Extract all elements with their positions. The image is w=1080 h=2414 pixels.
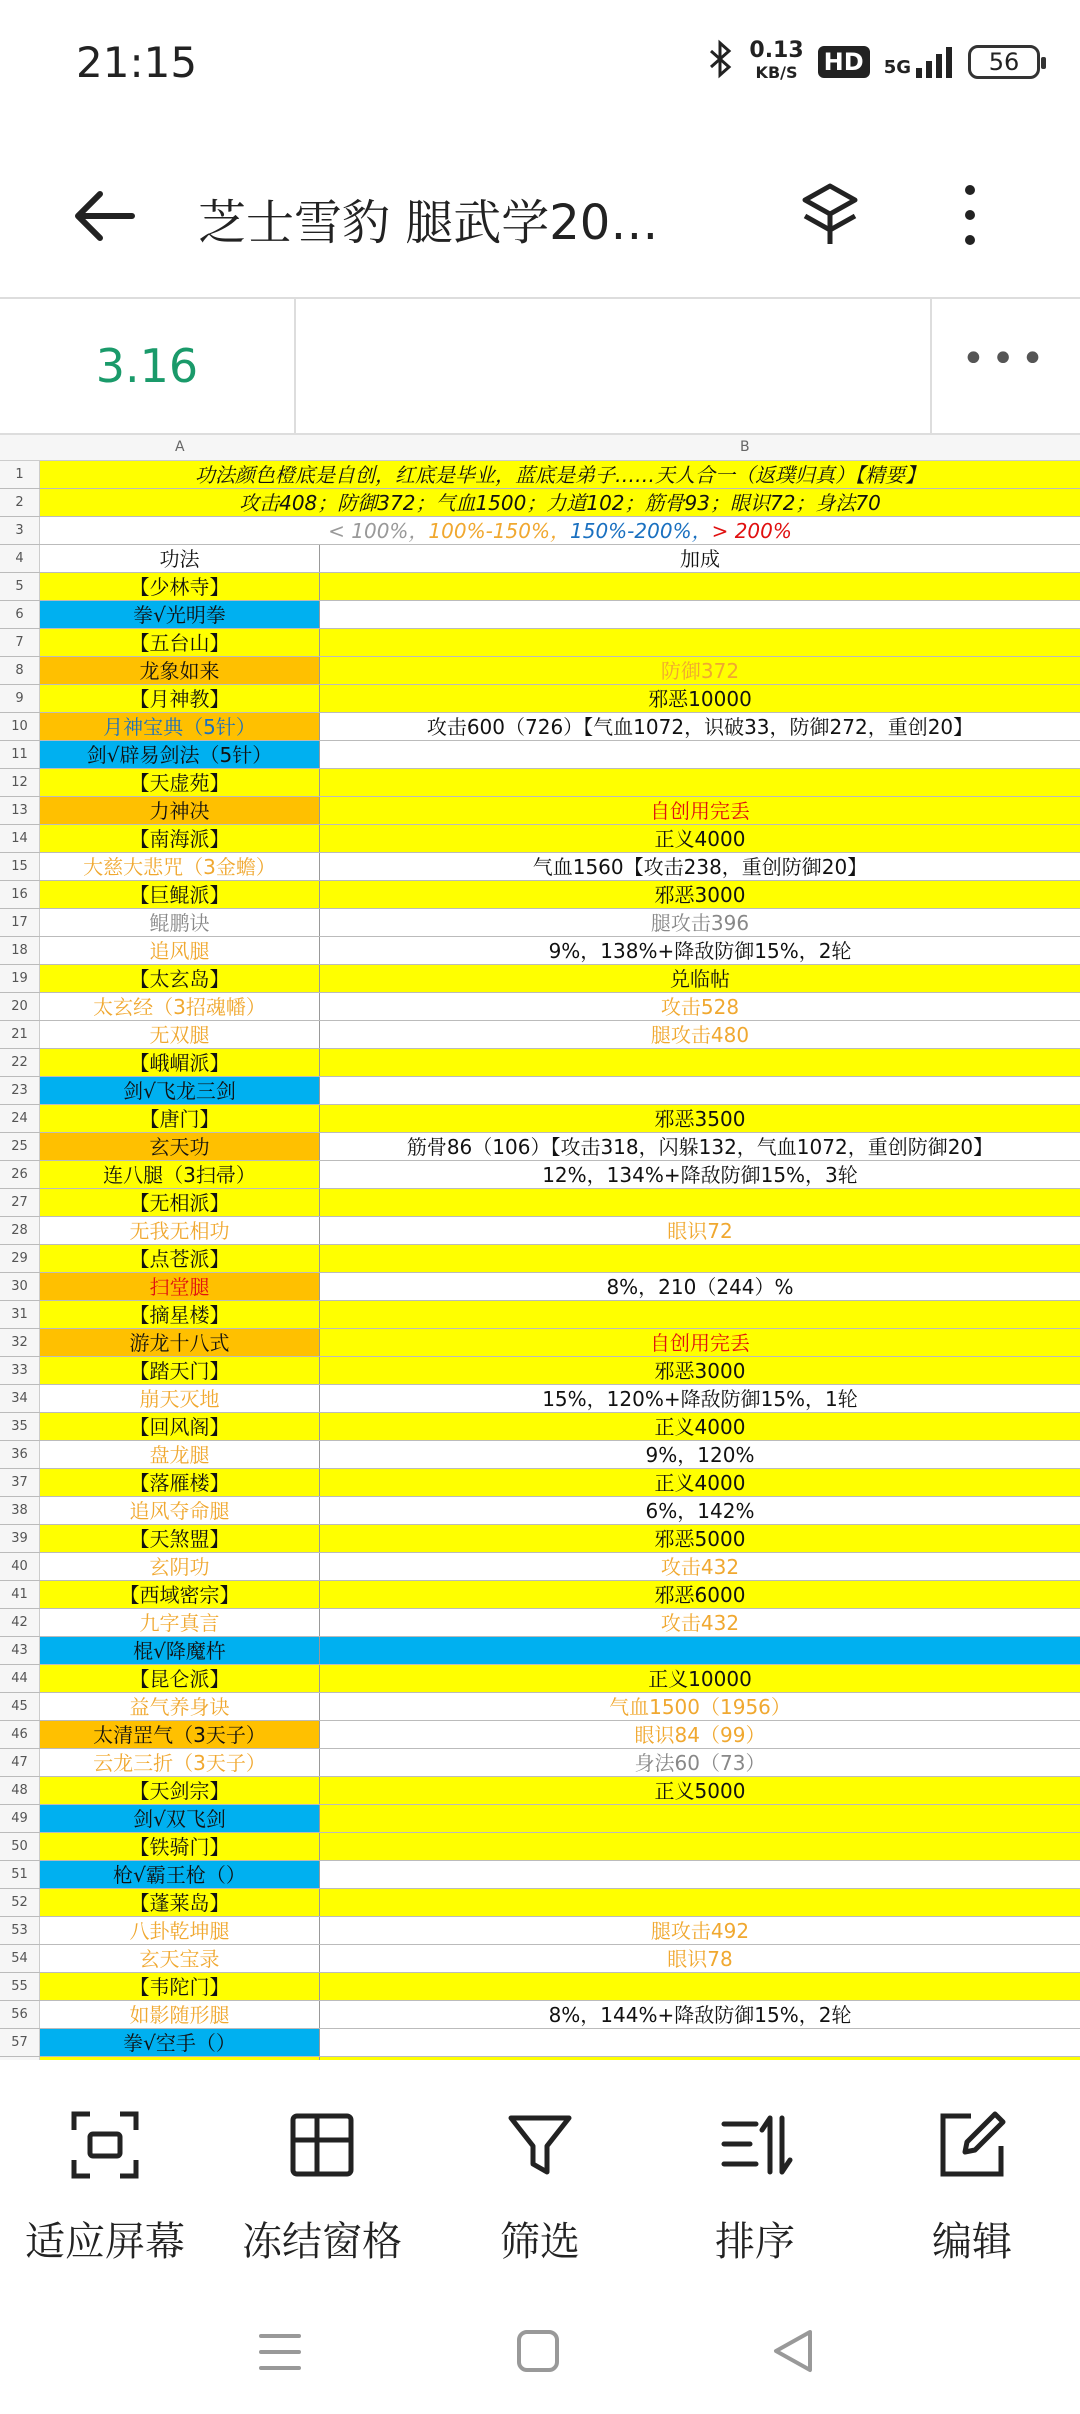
cell-value[interactable]: 3.16 [0,299,296,433]
row-number[interactable]: 20 [0,993,40,1020]
cell-bonus[interactable]: 8%，210（244）% [320,1273,1080,1300]
table-row[interactable] [0,1609,1080,1637]
table-row[interactable] [0,825,1080,853]
row-number[interactable]: 2 [0,489,40,516]
sort-button[interactable] [655,2100,855,2267]
legend-range-text: 150%-200%， [570,519,712,543]
cell-bonus[interactable]: 邪恶6000 [320,1581,1080,1608]
table-row[interactable] [0,1021,1080,1049]
cell-skill[interactable]: 【巨鲲派】 [40,881,320,908]
row-number[interactable]: 4 [0,545,40,572]
table-row[interactable] [0,1441,1080,1469]
cell-skill[interactable]: 【点苍派】 [40,1245,320,1272]
cell-skill[interactable]: 云龙三折（3天子） [40,1749,320,1776]
fit-screen-icon [5,2100,205,2190]
cell-bonus[interactable]: 攻击528 [320,993,1080,1020]
cell-skill[interactable]: 无双腿 [40,1021,320,1048]
table-row[interactable] [0,629,1080,657]
legend-range-text: > 200% [711,519,792,543]
cell-bonus[interactable]: 腿攻击396 [320,909,1080,936]
row-number[interactable]: 3 [0,517,40,544]
row-number[interactable]: 29 [0,1245,40,1272]
row-number[interactable]: 19 [0,965,40,992]
cell-bonus[interactable] [320,769,1080,796]
back-nav-icon[interactable] [770,2328,816,2374]
document-title: 芝士雪豹 腿武学20… [198,195,659,251]
row-number[interactable]: 55 [0,1973,40,2000]
row-number[interactable]: 49 [0,1805,40,1832]
row-number[interactable]: 18 [0,937,40,964]
cell-bonus[interactable]: 8%，144%+降敌防御15%，2轮 [320,2001,1080,2028]
table-row[interactable] [0,1217,1080,1245]
table-row[interactable] [0,993,1080,1021]
row-number[interactable]: 36 [0,1441,40,1468]
row-number[interactable]: 8 [0,657,40,684]
cell-skill[interactable]: 如影随形腿 [40,2001,320,2028]
cell-skill[interactable]: 无我无相功 [40,1217,320,1244]
table-row[interactable] [0,1357,1080,1385]
status-icons [707,40,1040,84]
merged-cell[interactable] [40,517,1080,544]
cell-skill[interactable]: 【峨嵋派】 [40,1049,320,1076]
cell-bonus[interactable]: 邪恶3000 [320,881,1080,908]
bottom-toolbar [0,2060,1080,2280]
cell-skill[interactable]: 【南海派】 [40,825,320,852]
cell-bonus[interactable] [320,1805,1080,1832]
cell-bonus[interactable] [320,1301,1080,1328]
filter-icon [440,2100,640,2190]
formula-more-button[interactable]: ••• [930,299,1080,433]
row-number[interactable]: 56 [0,2001,40,2028]
column-header-a[interactable]: A [175,439,185,455]
row-number[interactable]: 52 [0,1889,40,1916]
row-number[interactable]: 40 [0,1553,40,1580]
cell-bonus[interactable] [320,629,1080,656]
cell-bonus[interactable]: 邪恶10000 [320,685,1080,712]
cell-skill[interactable]: 【韦陀门】 [40,1973,320,2000]
cell-bonus[interactable]: 兑临帖 [320,965,1080,992]
sort-label: 排序 [715,2219,795,2265]
signal-5g-icon: 5G [884,46,954,78]
cell-skill[interactable]: 玄阴功 [40,1553,320,1580]
cell-bonus[interactable] [320,1889,1080,1916]
table-row[interactable] [0,1301,1080,1329]
freeze-panes-button[interactable] [222,2100,422,2267]
bluetooth-icon [707,41,735,83]
cell-bonus[interactable] [320,1077,1080,1104]
spreadsheet-grid[interactable] [0,435,1080,2060]
table-row[interactable] [0,1973,1080,2001]
table-row[interactable] [0,853,1080,881]
cell-bonus[interactable]: 正义4000 [320,1469,1080,1496]
cell-skill[interactable]: 剑√双飞剑 [40,1805,320,1832]
cell-skill[interactable]: 八卦乾坤腿 [40,1917,320,1944]
cell-skill[interactable]: 【铁骑门】 [40,1833,320,1860]
filter-button[interactable] [440,2100,640,2267]
merged-cell[interactable]: 攻击408；防御372；气血1500；力道102；筋骨93；眼识72；身法70 [239,491,881,515]
battery-indicator: 56 [968,45,1040,79]
cell-skill[interactable]: 游龙十八式 [40,1329,320,1356]
table-header-row[interactable] [0,545,1080,573]
home-nav-icon[interactable] [515,2328,561,2374]
row-number[interactable]: 25 [0,1133,40,1160]
row-number[interactable]: 16 [0,881,40,908]
row-number[interactable]: 57 [0,2029,40,2056]
table-row[interactable] [0,881,1080,909]
status-bar [0,0,1080,120]
cell-skill[interactable]: 剑√飞龙三剑 [40,1077,320,1104]
row-number[interactable]: 48 [0,1777,40,1804]
edit-icon [872,2100,1072,2190]
cell-bonus[interactable] [320,1245,1080,1272]
table-row[interactable] [0,1777,1080,1805]
cell-bonus[interactable]: 腿攻击480 [320,1021,1080,1048]
cell-bonus[interactable] [320,1049,1080,1076]
row-number[interactable]: 23 [0,1077,40,1104]
cell-bonus[interactable]: 腿攻击492 [320,1917,1080,1944]
cell-bonus[interactable]: 正义5000 [320,1777,1080,1804]
row-number[interactable]: 51 [0,1861,40,1888]
cell-skill[interactable]: 【蓬莱岛】 [40,1889,320,1916]
column-title-b[interactable]: 加成 [680,547,720,571]
table-row[interactable] [0,1077,1080,1105]
cell-skill[interactable]: 追风夺命腿 [40,1497,320,1524]
cell-bonus[interactable] [320,1861,1080,1888]
table-row[interactable] [0,965,1080,993]
table-row[interactable] [0,489,1080,517]
cell-skill[interactable]: 枪√霸王枪（） [40,1861,320,1888]
clock: 21:15 [76,38,198,87]
back-arrow-icon [70,186,140,246]
cell-bonus[interactable]: 气血1560【攻击238，重创防御20】 [320,853,1080,880]
cell-bonus[interactable]: 正义4000 [320,1413,1080,1440]
table-row[interactable] [0,937,1080,965]
cell-skill[interactable]: 【落雁楼】 [40,1469,320,1496]
cell-bonus[interactable]: 9%，120% [320,1441,1080,1468]
cell-bonus[interactable]: 邪恶5000 [320,1525,1080,1552]
fit-screen-button[interactable] [5,2100,205,2267]
table-row[interactable] [0,2029,1080,2057]
table-row[interactable] [0,2001,1080,2029]
cell-skill[interactable]: 连八腿（3扫帚） [40,1161,320,1188]
cell-bonus[interactable] [320,1833,1080,1860]
cell-bonus[interactable]: 眼识78 [320,1945,1080,1972]
row-number[interactable]: 30 [0,1273,40,1300]
table-row[interactable] [0,1245,1080,1273]
back-button[interactable] [70,186,140,246]
cell-bonus[interactable] [320,2029,1080,2056]
cell-bonus[interactable]: 筋骨86（106）【攻击318，闪躲132，气血1072，重创防御20】 [320,1133,1080,1160]
cell-bonus[interactable]: 眼识84（99） [320,1721,1080,1748]
row-number[interactable]: 45 [0,1693,40,1720]
cell-skill[interactable]: 拳√空手（） [40,2029,320,2056]
table-row[interactable] [0,1721,1080,1749]
table-row[interactable] [0,741,1080,769]
cell-bonus[interactable]: 气血1500（1956） [320,1693,1080,1720]
cell-skill[interactable]: 【踏天门】 [40,1357,320,1384]
cell-skill[interactable]: 崩天灭地 [40,1385,320,1412]
table-row[interactable] [0,1413,1080,1441]
cell-skill[interactable]: 九字真言 [40,1609,320,1636]
table-row[interactable] [0,1497,1080,1525]
more-vertical-icon [955,180,985,250]
row-number[interactable]: 47 [0,1749,40,1776]
cell-skill[interactable]: 太玄经（3招魂幡） [40,993,320,1020]
cell-skill[interactable]: 月神宝典（5针） [40,713,320,740]
cell-bonus[interactable]: 9%，138%+降敌防御15%，2轮 [320,937,1080,964]
cell-skill[interactable]: 【太玄岛】 [40,965,320,992]
legend-range-text: < 100%， [328,519,429,543]
table-row[interactable] [0,601,1080,629]
row-number[interactable]: 14 [0,825,40,852]
share-button[interactable] [795,180,865,250]
table-row[interactable] [0,573,1080,601]
cell-bonus[interactable]: 正义4000 [320,825,1080,852]
row-number[interactable]: 44 [0,1665,40,1692]
cell-skill[interactable]: 拳√光明拳 [40,601,320,628]
cell-bonus[interactable] [320,601,1080,628]
merged-cell[interactable]: 功法颜色橙底是自创，红底是毕业，蓝底是弟子……天人合一（返璞归真）【精要】 [195,463,925,487]
hd-badge: HD [818,46,870,78]
cell-skill[interactable]: 棍√降魔杵 [40,1637,320,1664]
row-number[interactable]: 46 [0,1721,40,1748]
share-icon [795,180,865,250]
column-title-a[interactable]: 功法 [40,545,320,572]
row-number[interactable]: 34 [0,1385,40,1412]
row-number[interactable]: 41 [0,1581,40,1608]
row-number[interactable]: 38 [0,1497,40,1524]
row-number[interactable]: 1 [0,461,40,488]
cell-skill[interactable]: 【天剑宗】 [40,1777,320,1804]
menu-nav-icon[interactable] [255,2330,305,2374]
cell-bonus[interactable] [320,1189,1080,1216]
freeze-panes-icon [222,2100,422,2190]
table-row[interactable] [0,1273,1080,1301]
table-row[interactable] [0,1469,1080,1497]
row-number[interactable]: 7 [0,629,40,656]
table-row[interactable] [0,769,1080,797]
network-speed: 0.13 KB/S [749,38,804,82]
cell-skill[interactable]: 【少林寺】 [40,573,320,600]
table-row[interactable] [0,1385,1080,1413]
row-number[interactable]: 22 [0,1049,40,1076]
table-row[interactable] [0,909,1080,937]
row-number[interactable]: 28 [0,1217,40,1244]
column-header-bar [0,435,1080,461]
cell-skill[interactable]: 【昆仑派】 [40,1665,320,1692]
cell-bonus[interactable]: 眼识72 [320,1217,1080,1244]
row-number[interactable]: 6 [0,601,40,628]
cell-bonus[interactable]: 正义10000 [320,1665,1080,1692]
row-number[interactable]: 31 [0,1301,40,1328]
table-row[interactable] [0,1105,1080,1133]
cell-bonus[interactable]: 15%，120%+降敌防御15%，1轮 [320,1385,1080,1412]
cell-skill[interactable]: 【天煞盟】 [40,1525,320,1552]
cell-bonus[interactable]: 身法60（73） [320,1749,1080,1776]
cell-skill[interactable]: 扫堂腿 [40,1273,320,1300]
table-row[interactable] [0,1525,1080,1553]
row-number[interactable]: 39 [0,1525,40,1552]
app-bar [0,150,1080,280]
row-number[interactable]: 12 [0,769,40,796]
cell-bonus[interactable] [320,573,1080,600]
table-row[interactable] [0,1161,1080,1189]
cell-bonus[interactable]: 邪恶3500 [320,1105,1080,1132]
row-number[interactable]: 21 [0,1021,40,1048]
cell-skill[interactable]: 太清罡气（3天子） [40,1721,320,1748]
cell-skill[interactable]: 鲲鹏诀 [40,909,320,936]
row-number[interactable]: 35 [0,1413,40,1440]
table-row[interactable] [0,657,1080,685]
table-row[interactable] [0,1553,1080,1581]
table-row[interactable] [0,685,1080,713]
table-row[interactable] [0,1133,1080,1161]
table-row[interactable] [0,1329,1080,1357]
edit-label: 编辑 [932,2219,1012,2265]
row-number[interactable]: 33 [0,1357,40,1384]
row-number[interactable]: 43 [0,1637,40,1664]
row-number[interactable]: 24 [0,1105,40,1132]
table-row[interactable] [0,1693,1080,1721]
edit-button[interactable] [872,2100,1072,2267]
cell-skill[interactable]: 剑√辟易剑法（5针） [40,741,320,768]
table-row[interactable] [0,1917,1080,1945]
row-number[interactable]: 26 [0,1161,40,1188]
filter-label: 筛选 [500,2219,580,2265]
column-header-b[interactable]: B [740,439,750,455]
cell-bonus[interactable]: 攻击432 [320,1553,1080,1580]
cell-bonus[interactable]: 12%，134%+降敌防御15%，3轮 [320,1161,1080,1188]
table-row[interactable] [0,517,1080,545]
table-row[interactable] [0,1049,1080,1077]
table-row[interactable] [0,1749,1080,1777]
cell-bonus[interactable] [320,741,1080,768]
table-row[interactable] [0,713,1080,741]
cell-skill[interactable]: 【摘星楼】 [40,1301,320,1328]
cell-bonus[interactable]: 攻击432 [320,1609,1080,1636]
row-number[interactable]: 32 [0,1329,40,1356]
cell-skill[interactable]: 追风腿 [40,937,320,964]
table-row[interactable] [0,1861,1080,1889]
cell-bonus[interactable]: 攻击600（726）【气血1072，识破33，防御272，重创20】 [320,713,1080,740]
row-number[interactable]: 50 [0,1833,40,1860]
system-nav-bar [0,2290,1080,2414]
cell-bonus[interactable]: 自创用完丢 [320,797,1080,824]
table-row[interactable] [0,797,1080,825]
table-row[interactable] [0,1637,1080,1665]
table-row[interactable] [0,1945,1080,1973]
row-number[interactable]: 37 [0,1469,40,1496]
legend-range-text: 100%-150%， [428,519,570,543]
cell-bonus[interactable] [320,1973,1080,2000]
cell-skill[interactable]: 【唐门】 [40,1105,320,1132]
table-row[interactable] [0,1889,1080,1917]
freeze-panes-label: 冻结窗格 [242,2219,402,2265]
cell-bonus[interactable] [320,1637,1080,1664]
table-row[interactable] [0,1805,1080,1833]
more-options-button[interactable] [955,180,985,250]
row-number[interactable]: 27 [0,1189,40,1216]
cell-skill[interactable]: 玄天功 [40,1133,320,1160]
row-number[interactable]: 11 [0,741,40,768]
cell-skill[interactable]: 【天虚苑】 [40,769,320,796]
cell-bonus[interactable]: 邪恶3000 [320,1357,1080,1384]
table-row[interactable] [0,461,1080,489]
fit-screen-label: 适应屏幕 [25,2219,185,2265]
cell-skill[interactable]: 【无相派】 [40,1189,320,1216]
row-number[interactable]: 13 [0,797,40,824]
cell-skill[interactable]: 【回风阁】 [40,1413,320,1440]
cell-skill[interactable]: 【月神教】 [40,685,320,712]
row-number[interactable]: 9 [0,685,40,712]
row-number[interactable]: 53 [0,1917,40,1944]
cell-skill[interactable]: 盘龙腿 [40,1441,320,1468]
table-row[interactable] [0,1581,1080,1609]
sort-icon [655,2100,855,2190]
row-number[interactable]: 42 [0,1609,40,1636]
cell-bonus[interactable]: 自创用完丢 [320,1329,1080,1356]
row-number[interactable]: 10 [0,713,40,740]
row-number[interactable]: 54 [0,1945,40,1972]
table-row[interactable] [0,1833,1080,1861]
table-row[interactable] [0,1665,1080,1693]
cell-skill[interactable]: 玄天宝录 [40,1945,320,1972]
row-number[interactable]: 15 [0,853,40,880]
cell-bonus[interactable]: 防御372 [320,657,1080,684]
row-number[interactable]: 17 [0,909,40,936]
cell-skill[interactable]: 力神决 [40,797,320,824]
cell-skill[interactable]: 【西域密宗】 [40,1581,320,1608]
cell-bonus[interactable]: 6%，142% [320,1497,1080,1524]
row-number[interactable]: 5 [0,573,40,600]
formula-bar [0,297,1080,435]
cell-skill[interactable]: 大慈大悲咒（3金蟾） [40,853,320,880]
table-row[interactable] [0,1189,1080,1217]
cell-skill[interactable]: 龙象如来 [40,657,320,684]
cell-skill[interactable]: 益气养身诀 [40,1693,320,1720]
cell-skill[interactable]: 【五台山】 [40,629,320,656]
